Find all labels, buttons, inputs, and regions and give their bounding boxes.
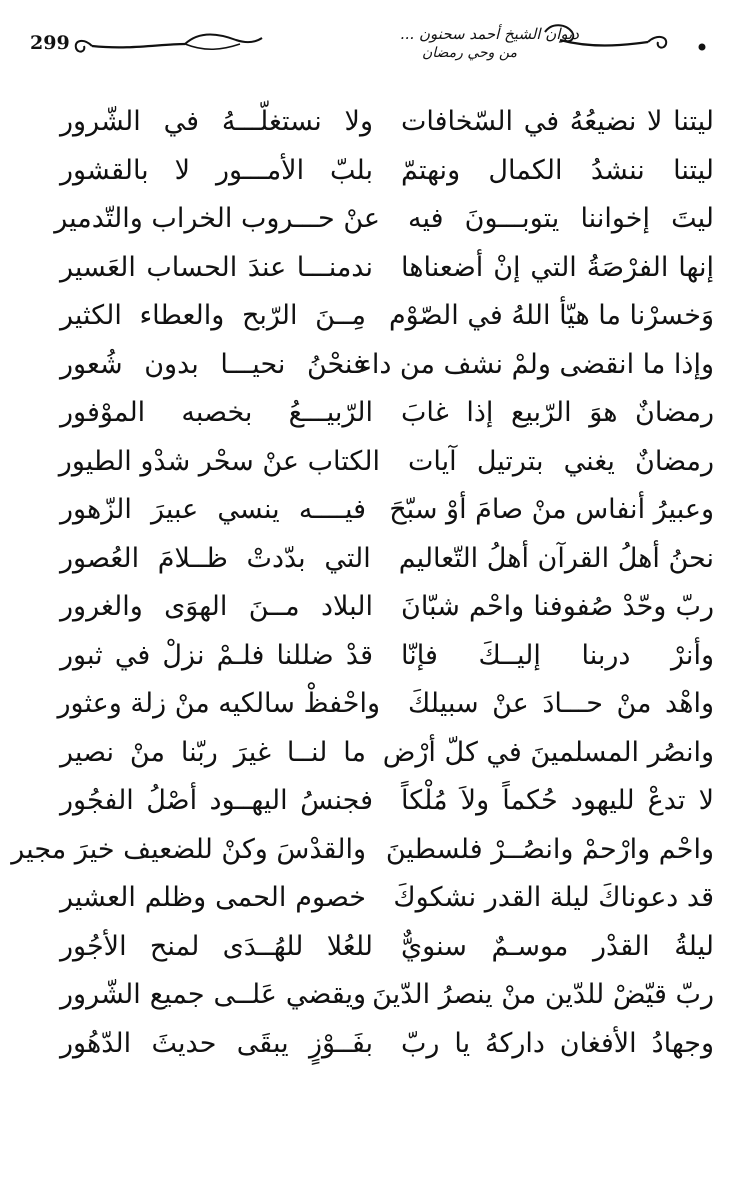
page-header <box>0 0 749 90</box>
verse <box>60 729 714 778</box>
second-hemistich: فجنسُ اليهــود أصْلُ الفجُور <box>60 785 373 817</box>
second-hemistich: مِــنَ الرّبح والعطاء الكثير <box>60 300 366 332</box>
verse <box>54 195 714 244</box>
first-hemistich: إنها الفرْصَةُ التي إنْ أضعناها <box>401 251 714 283</box>
verse <box>60 583 714 632</box>
verse <box>60 971 714 1020</box>
header-ornament <box>0 0 749 90</box>
second-hemistich: خصوم الحمى وظلم العشير <box>60 882 366 914</box>
verse <box>60 98 714 147</box>
verse <box>60 438 714 487</box>
verse <box>60 486 714 535</box>
second-hemistich: والقدْسَ وكنْ للضعيف خيرَ مجير <box>11 833 366 865</box>
poem <box>11 98 714 1068</box>
first-hemistich: ربّ قيّضْ للدّين منْ ينصرُ الدّينَ <box>372 979 714 1011</box>
verse <box>60 147 714 196</box>
first-hemistich: لا تدعْ لليهود حُكماً ولاَ مُلْكاً <box>401 785 714 817</box>
first-hemistich: واحْم وارْحمْ وانصُــرْ فلسطينَ <box>385 833 714 865</box>
first-hemistich: ليتَ إخواننا يتوبـــونَ فيه <box>408 203 714 235</box>
verse <box>60 1020 714 1069</box>
first-hemistich: وَخسرْنا ما هيّأ اللهُ في الصّوْم <box>388 300 714 332</box>
first-hemistich: رمضانٌ يغني بترتيل آيات <box>408 445 714 477</box>
verse <box>60 777 714 826</box>
verse <box>60 535 714 584</box>
second-hemistich: التي بدّدتْ ظــلامَ العُصور <box>60 542 371 574</box>
second-hemistich: ندمنـــا عندَ الحساب العَسير <box>60 251 373 283</box>
first-hemistich: ليلةُ القدْر موسـمٌ سنويٌّ <box>401 930 714 962</box>
second-hemistich: عنْ حـــروب الخراب والتّدمير <box>54 203 380 235</box>
second-hemistich: فنحْنُ نحيـــا بدون شُعور <box>60 348 366 380</box>
first-hemistich: ليتنا ننشدُ الكمال ونهتمّ <box>401 154 714 186</box>
second-hemistich: واحْفظْ سالكيه منْ زلة وعثور <box>57 688 380 720</box>
second-hemistich: بلبّ الأمـــور لا بالقشور <box>60 154 373 186</box>
verse <box>60 341 714 390</box>
first-hemistich: ليتنا لا نضيعُهُ في السّخافات <box>401 106 714 138</box>
second-hemistich: البلاد مــنَ الهوَى والغرور <box>60 591 373 623</box>
verse <box>60 244 714 293</box>
second-hemistich: قدْ ضللنا فلـمْ نزلْ في ثبور <box>60 639 373 671</box>
first-hemistich: قد دعوناكَ ليلة القدر نشكوكَ <box>393 882 714 914</box>
first-hemistich: نحنُ أهلُ القرآن أهلُ التّعاليم <box>398 542 714 574</box>
first-hemistich: واهْد منْ حـــادَ عنْ سبيلكَ <box>408 688 714 720</box>
second-hemistich: الكتاب عنْ سحْر شدْو الطيور <box>58 445 380 477</box>
second-hemistich: الرّبيـــعُ بخصبه الموْفور <box>60 397 373 429</box>
verse <box>60 632 714 681</box>
second-hemistich: ويقضي عَلــى جميع الشّرور <box>60 979 366 1011</box>
second-hemistich: للعُلا للهُــدَى لمنح الأجُور <box>60 930 373 962</box>
second-hemistich: ما لنــا غيرَ ربّنا منْ نصير <box>60 736 366 768</box>
first-hemistich: وانصُر المسلمينَ في كلّ أرْض <box>382 736 714 768</box>
second-hemistich: ولا نستغلّـــهُ في الشّرور <box>60 106 373 138</box>
verse <box>57 680 714 729</box>
first-hemistich: ربّ وحّدْ صُفوفنا واحْم شبّانَ <box>401 591 714 623</box>
first-hemistich: وإذا ما انقضى ولمْ نشف من داء <box>359 348 714 380</box>
second-hemistich: بفَــوْزٍ يبقَى حديثَ الدّهُور <box>60 1027 373 1059</box>
second-hemistich: فيــــه ينسي عبيرَ الزّهور <box>60 494 366 526</box>
verse <box>60 923 714 972</box>
section-title: من وحي رمضان <box>421 45 518 61</box>
first-hemistich: رمضانٌ هوَ الرّبيع إذا غابَ <box>401 397 714 429</box>
first-hemistich: وأنرْ دربنا إليــكَ فإنّا <box>401 639 714 671</box>
verse <box>60 292 714 341</box>
first-hemistich: وعبيرُ أنفاس منْ صامَ أوْ سبّحَ <box>389 494 714 526</box>
verse <box>60 389 714 438</box>
book-title: ديوان الشيخ أحمد سحنون ... <box>399 25 579 43</box>
first-hemistich: وجهادُ الأفغان داركهُ يا ربّ <box>401 1027 714 1059</box>
page-number: 299 <box>30 32 70 54</box>
running-title <box>400 25 579 63</box>
verse <box>60 874 714 923</box>
verse <box>11 826 714 875</box>
